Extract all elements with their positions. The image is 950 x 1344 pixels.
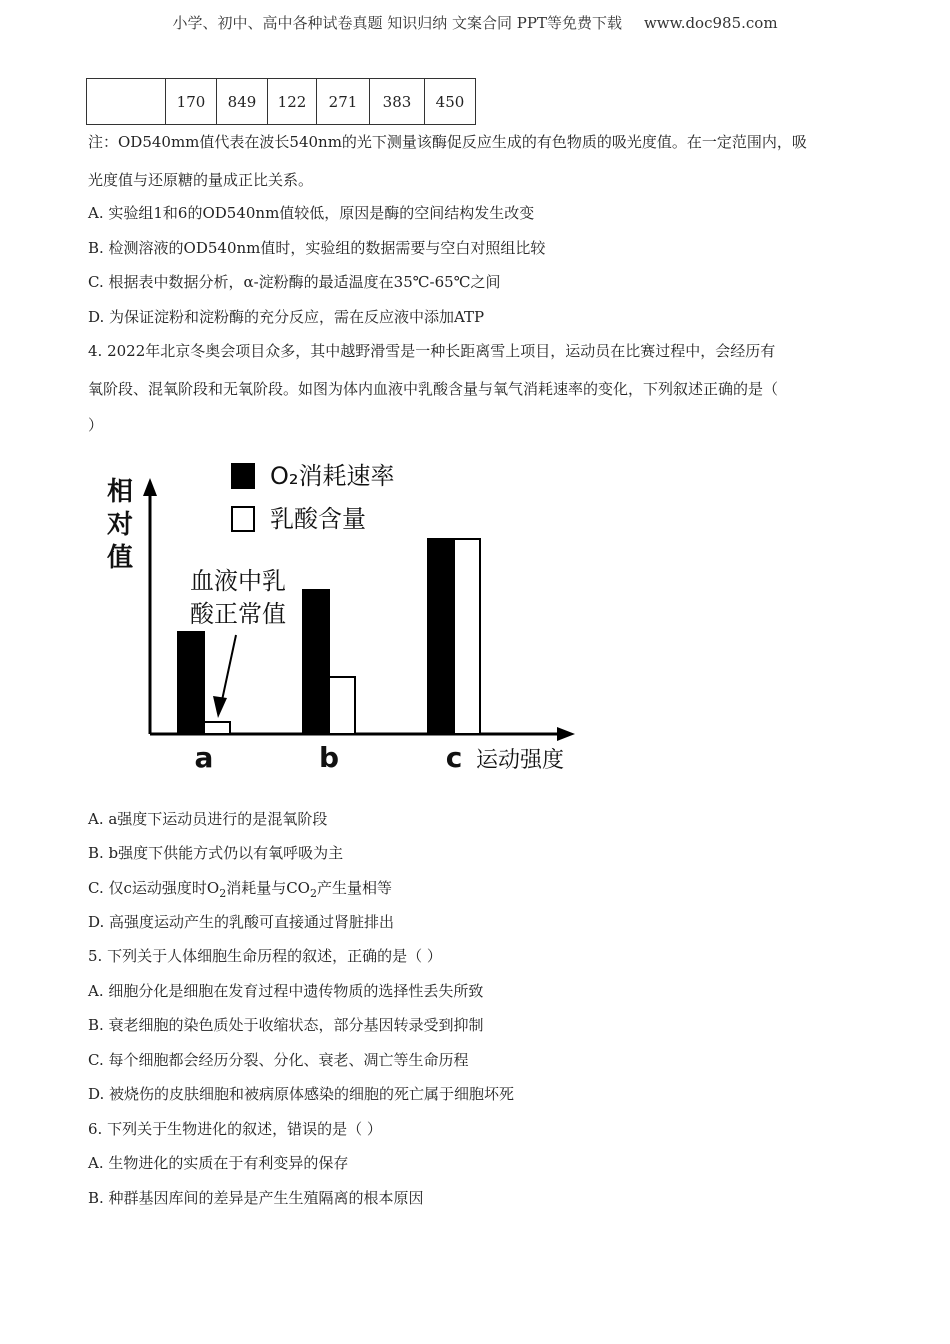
table-cell: 271 bbox=[317, 79, 370, 125]
table-row bbox=[87, 79, 476, 125]
annotation-arrow-head bbox=[213, 696, 227, 718]
legend-swatch-lactate bbox=[232, 507, 254, 531]
q6-option-a: A. 生物进化的实质在于有利变异的保存 bbox=[88, 1154, 349, 1172]
q5-option-b: B. 衰老细胞的染色质处于收缩状态，部分基因转录受到抑制 bbox=[88, 1016, 484, 1034]
q4-option-c-sub1: 2 bbox=[219, 887, 227, 900]
header-site: www.doc985.com bbox=[643, 14, 778, 32]
q4-option-a: A. a强度下运动员进行的是混氧阶段 bbox=[88, 810, 328, 828]
q3-option-a: A. 实验组1和6的OD540nm值较低，原因是酶的空间结构发生改变 bbox=[88, 204, 535, 222]
note-line-1: 注：OD540mm值代表在波长540nm的光下测量该酶促反应生成的有色物质的吸光度值。在一定范围内，吸 bbox=[88, 133, 807, 151]
y-axis-label: 相 bbox=[106, 477, 134, 507]
annotation-arrow-line bbox=[221, 635, 236, 705]
annotation-line-1: 血液中乳 bbox=[190, 567, 286, 595]
page-header bbox=[0, 12, 950, 33]
legend-label-oxygen: O₂消耗速率 bbox=[270, 462, 395, 490]
y-axis-label: 对 bbox=[106, 510, 134, 540]
y-axis-label: 值 bbox=[106, 543, 134, 573]
note-line-2: 光度值与还原糖的量成正比关系。 bbox=[88, 171, 314, 189]
table-cell: 383 bbox=[370, 79, 425, 125]
table-cell: 122 bbox=[268, 79, 317, 125]
annotation-line-2: 酸正常值 bbox=[190, 600, 286, 628]
table-cell: 170 bbox=[166, 79, 217, 125]
bar-b-oxygen bbox=[303, 590, 329, 734]
legend-swatch-oxygen bbox=[232, 464, 254, 488]
q4-line-1: 4. 2022年北京冬奥会项目众多，其中越野滑雪是一种长距离雪上项目，运动员在比赛过程中，会经历有 bbox=[88, 342, 776, 360]
x-axis-arrow bbox=[557, 727, 575, 741]
q5-option-a: A. 细胞分化是细胞在发育过程中遗传物质的选择性丢失所致 bbox=[88, 982, 484, 1000]
chart-legend bbox=[232, 462, 395, 533]
q4-option-c-post: 产生量相等 bbox=[316, 879, 392, 897]
q5-option-d: D. 被烧伤的皮肤细胞和被病原体感染的细胞的死亡属于细胞坏死 bbox=[88, 1085, 515, 1103]
q6-option-b: B. 种群基因库间的差异是产生生殖隔离的根本原因 bbox=[88, 1189, 424, 1207]
header-text: 小学、初中、高中各种试卷真题 知识归纳 文案合同 PPT等免费下载 bbox=[172, 14, 622, 32]
q4-line-2: 氧阶段、混氧阶段和无氧阶段。如图为体内血液中乳酸含量与氧气消耗速率的变化，下列叙述正确的是（ bbox=[88, 380, 779, 398]
x-tick-label: b bbox=[318, 741, 340, 774]
x-tick-label: c bbox=[445, 741, 463, 774]
q4-option-c-sub2: 2 bbox=[309, 887, 317, 900]
q4-option-b: B. b强度下供能方式仍以有氧呼吸为主 bbox=[88, 844, 344, 862]
bar-a-lactate bbox=[204, 722, 230, 734]
q5-option-c: C. 每个细胞都会经历分裂、分化、衰老、凋亡等生命历程 bbox=[88, 1051, 469, 1069]
legend-label-lactate: 乳酸含量 bbox=[270, 505, 366, 533]
x-axis-label: 运动强度 bbox=[476, 748, 565, 773]
lactate-oxygen-chart bbox=[96, 452, 596, 787]
q3-option-d: D. 为保证淀粉和淀粉酶的充分反应，需在反应液中添加ATP bbox=[88, 308, 485, 326]
q3-option-c: C. 根据表中数据分析，α-淀粉酶的最适温度在35℃-65℃之间 bbox=[88, 273, 501, 291]
y-axis-arrow bbox=[143, 478, 157, 496]
table-cell: 849 bbox=[217, 79, 268, 125]
x-tick-label: a bbox=[194, 741, 214, 774]
q5-question: 5. 下列关于人体细胞生命历程的叙述，正确的是（ ） bbox=[88, 947, 442, 965]
q4-option-c-mid: 消耗量与CO bbox=[226, 879, 310, 897]
q4-option-d: D. 高强度运动产生的乳酸可直接通过肾脏排出 bbox=[88, 913, 395, 931]
bar-c-oxygen bbox=[428, 539, 454, 734]
q4-line-3: ） bbox=[88, 416, 104, 434]
q6-question: 6. 下列关于生物进化的叙述，错误的是（ ） bbox=[88, 1120, 382, 1138]
q4-option-c-pre: C. 仅c运动强度时O bbox=[88, 879, 220, 897]
bar-c-lactate bbox=[454, 539, 480, 734]
data-table bbox=[86, 78, 476, 125]
q4-option-c bbox=[88, 877, 392, 900]
q3-option-b: B. 检测溶液的OD540nm值时，实验组的数据需要与空白对照组比较 bbox=[88, 239, 546, 257]
bar-a-oxygen bbox=[178, 632, 204, 734]
table-cell: 450 bbox=[425, 79, 476, 125]
bar-b-lactate bbox=[329, 677, 355, 734]
table-label-cell bbox=[87, 79, 166, 125]
